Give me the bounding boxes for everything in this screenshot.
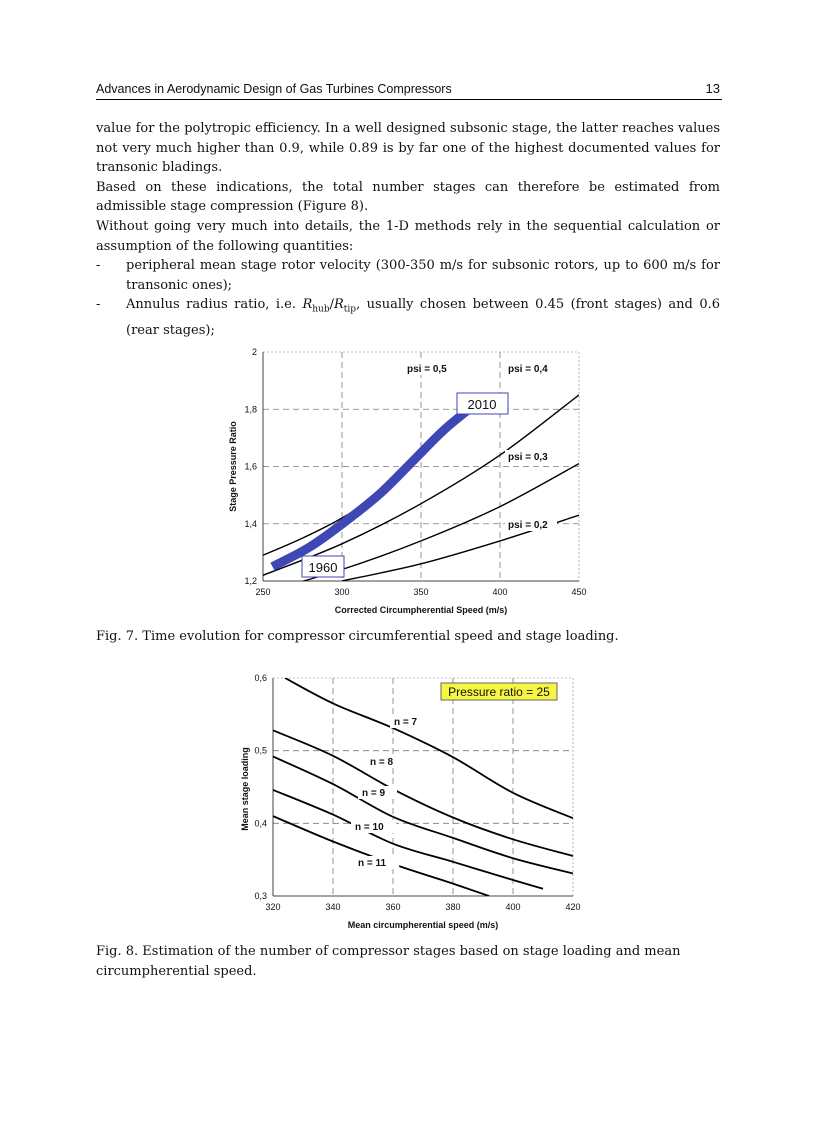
paragraph-3: Without going very much into details, the 1-D methods rely in the sequential calculation or assumption of the following quantities: (96, 218, 720, 254)
page-number: 13 (705, 81, 720, 96)
slash: / (329, 297, 334, 313)
x-tick-label: 450 (571, 587, 587, 597)
bullet-dash: - (96, 258, 101, 274)
series-label: n = 8 (370, 757, 394, 768)
series-label: psi = 0,5 (407, 364, 447, 375)
bullet-1-text: peripheral mean stage rotor velocity (300-350 m/s for subsonic rotors, up to 600 m/s for transonic ones); (126, 258, 720, 293)
series-label: n = 9 (362, 788, 386, 799)
y-tick-label: 1,8 (244, 404, 257, 415)
bullet-item-2 (96, 295, 720, 340)
y-tick-label: 1,2 (244, 576, 257, 586)
trend-line (273, 404, 477, 567)
series-label: psi = 0,2 (508, 520, 548, 531)
x-tick-label: 400 (492, 587, 508, 597)
x-tick-label: 420 (565, 902, 581, 912)
x-axis-label: Mean circumpherential speed (m/s) (347, 920, 499, 930)
x-tick-label: 360 (385, 902, 401, 912)
y-tick-label: 1,6 (244, 461, 257, 472)
annotation-2010: 2010 (467, 397, 497, 412)
x-tick-label: 400 (505, 902, 521, 912)
body-text (96, 119, 720, 340)
y-tick-label: 0,3 (254, 891, 267, 901)
series-line (273, 730, 573, 856)
series-label: psi = 0,4 (508, 364, 548, 375)
y-axis-label: Stage Pressure Ratio (228, 421, 238, 512)
tip-subscript: tip (343, 304, 357, 315)
series-line (273, 790, 543, 889)
y-tick-label: 2 (251, 347, 257, 357)
series-label: n = 10 (355, 822, 384, 833)
paragraph-2: Based on these indications, the total number stages can therefore be estimated from admissible stage compression (Figure 8). (96, 179, 720, 215)
bullet-item-1 (96, 256, 720, 295)
hub-subscript: hub (312, 304, 330, 315)
pressure-ratio-label: Pressure ratio = 25 (448, 685, 550, 699)
y-tick-label: 0,5 (254, 745, 267, 756)
series-group (273, 678, 573, 896)
x-tick-label: 300 (334, 587, 350, 597)
series-line (273, 757, 573, 874)
series-label: n = 11 (358, 858, 387, 869)
running-title: Advances in Aerodynamic Design of Gas Turbines Compressors (96, 82, 452, 96)
x-axis-label: Corrected Circumpherential Speed (m/s) (334, 605, 508, 615)
running-header (96, 81, 722, 100)
r-symbol: R (334, 297, 344, 313)
annotation-1960: 1960 (308, 560, 338, 575)
figure-7-caption: Fig. 7. Time evolution for compressor circumferential speed and stage loading. (96, 629, 619, 644)
r-symbol: R (302, 297, 313, 313)
bullet-2-pre: Annulus radius ratio, i.e. (126, 297, 303, 313)
x-tick-label: 340 (325, 902, 341, 912)
y-tick-label: 0,4 (254, 818, 267, 829)
figure-7-chart (222, 342, 592, 622)
bullet-dash: - (96, 297, 101, 313)
x-tick-label: 350 (413, 587, 429, 597)
y-tick-label: 0,6 (254, 673, 267, 683)
bullet-2-post: , usually chosen between 0.45 (front stages) and 0.6 (rear stages); (126, 297, 720, 338)
series-label: n = 7 (394, 717, 418, 728)
series-label: psi = 0,3 (508, 452, 548, 463)
x-tick-label: 320 (265, 902, 281, 912)
figure-8-caption: Fig. 8. Estimation of the number of compressor stages based on stage loading and mean circumpherential speed. (96, 944, 681, 979)
x-tick-label: 380 (445, 902, 461, 912)
y-axis-label: Mean stage loading (240, 747, 250, 831)
y-tick-label: 1,4 (244, 518, 257, 529)
x-tick-label: 250 (255, 587, 271, 597)
figure-8-chart (234, 672, 590, 937)
plot-frame (273, 678, 573, 896)
paragraph-1: value for the polytropic efficiency. In a well designed subsonic stage, the latter reaches values not very much higher than 0.9, while 0.89 is by far one of the highest documented values for transonic bladings. (96, 121, 720, 176)
